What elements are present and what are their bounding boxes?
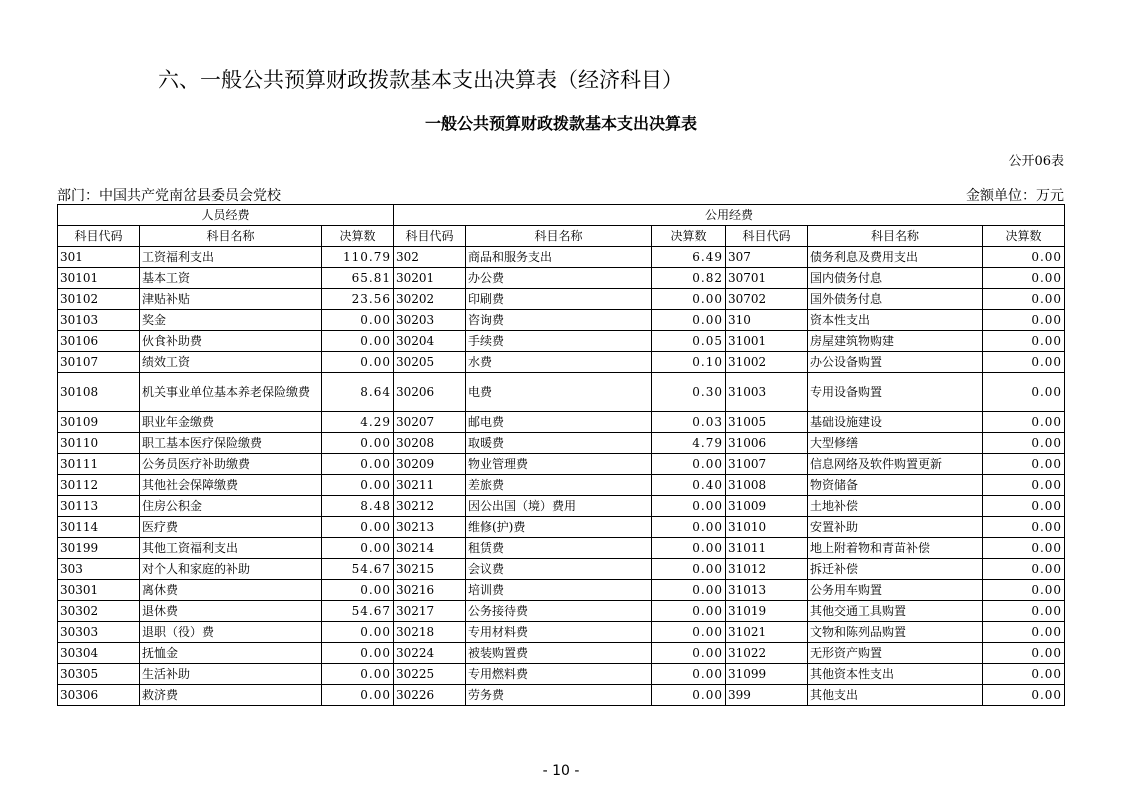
name-cell: 国内债务付息 — [808, 268, 983, 289]
amount-cell: 8.48 — [322, 496, 394, 517]
amount-cell: 0.00 — [652, 454, 726, 475]
col-code: 科目代码 — [726, 226, 808, 247]
name-cell: 奖金 — [140, 310, 322, 331]
amount-cell: 0.00 — [652, 496, 726, 517]
unit-label: 金额单位：万元 — [966, 188, 1064, 204]
name-cell: 退职（役）费 — [140, 622, 322, 643]
code-cell: 30110 — [58, 433, 140, 454]
code-cell: 30213 — [394, 517, 466, 538]
code-cell: 30304 — [58, 643, 140, 664]
name-cell: 被装购置费 — [466, 643, 652, 664]
name-cell: 专用材料费 — [466, 622, 652, 643]
name-cell: 基础设施建设 — [808, 412, 983, 433]
code-cell: 30302 — [58, 601, 140, 622]
table-row — [58, 601, 1065, 622]
code-cell: 31007 — [726, 454, 808, 475]
amount-cell: 0.00 — [983, 454, 1065, 475]
code-cell: 30224 — [394, 643, 466, 664]
amount-cell: 0.00 — [983, 310, 1065, 331]
amount-cell: 0.00 — [983, 559, 1065, 580]
code-cell: 30212 — [394, 496, 466, 517]
table-row — [58, 412, 1065, 433]
table-row — [58, 517, 1065, 538]
col-name: 科目名称 — [140, 226, 322, 247]
name-cell: 生活补助 — [140, 664, 322, 685]
code-cell: 30205 — [394, 352, 466, 373]
name-cell: 职业年金缴费 — [140, 412, 322, 433]
name-cell: 地上附着物和青苗补偿 — [808, 538, 983, 559]
code-cell: 30303 — [58, 622, 140, 643]
name-cell: 住房公积金 — [140, 496, 322, 517]
amount-cell: 0.00 — [983, 538, 1065, 559]
code-cell: 31003 — [726, 373, 808, 412]
amount-cell: 0.00 — [322, 580, 394, 601]
table-row — [58, 685, 1065, 706]
amount-cell: 0.00 — [322, 685, 394, 706]
name-cell: 因公出国（境）费用 — [466, 496, 652, 517]
amount-cell: 0.00 — [322, 352, 394, 373]
code-cell: 30305 — [58, 664, 140, 685]
amount-cell: 0.00 — [322, 454, 394, 475]
table-row — [58, 310, 1065, 331]
code-cell: 30215 — [394, 559, 466, 580]
col-amount: 决算数 — [652, 226, 726, 247]
code-cell: 30108 — [58, 373, 140, 412]
amount-cell: 54.67 — [322, 601, 394, 622]
code-cell: 30217 — [394, 601, 466, 622]
code-cell: 31019 — [726, 601, 808, 622]
amount-cell: 0.00 — [983, 496, 1065, 517]
code-cell: 30106 — [58, 331, 140, 352]
name-cell: 土地补偿 — [808, 496, 983, 517]
name-cell: 退休费 — [140, 601, 322, 622]
amount-cell: 0.00 — [983, 289, 1065, 310]
table-row — [58, 247, 1065, 268]
name-cell: 专用设备购置 — [808, 373, 983, 412]
amount-cell: 0.00 — [322, 664, 394, 685]
code-cell: 30208 — [394, 433, 466, 454]
name-cell: 救济费 — [140, 685, 322, 706]
code-cell: 30199 — [58, 538, 140, 559]
name-cell: 其他工资福利支出 — [140, 538, 322, 559]
amount-cell: 0.10 — [652, 352, 726, 373]
name-cell: 邮电费 — [466, 412, 652, 433]
name-cell: 差旅费 — [466, 475, 652, 496]
amount-cell: 0.00 — [983, 664, 1065, 685]
amount-cell: 0.40 — [652, 475, 726, 496]
name-cell: 手续费 — [466, 331, 652, 352]
name-cell: 公务接待费 — [466, 601, 652, 622]
amount-cell: 0.00 — [983, 475, 1065, 496]
code-cell: 30206 — [394, 373, 466, 412]
name-cell: 咨询费 — [466, 310, 652, 331]
code-cell: 30214 — [394, 538, 466, 559]
code-cell: 30216 — [394, 580, 466, 601]
col-name: 科目名称 — [466, 226, 652, 247]
amount-cell: 0.00 — [983, 580, 1065, 601]
name-cell: 拆迁补偿 — [808, 559, 983, 580]
name-cell: 国外债务付息 — [808, 289, 983, 310]
table-row — [58, 622, 1065, 643]
amount-cell: 0.00 — [983, 373, 1065, 412]
name-cell: 会议费 — [466, 559, 652, 580]
name-cell: 电费 — [466, 373, 652, 412]
amount-cell: 0.00 — [652, 622, 726, 643]
name-cell: 安置补助 — [808, 517, 983, 538]
code-cell: 30209 — [394, 454, 466, 475]
name-cell: 伙食补助费 — [140, 331, 322, 352]
code-cell: 30112 — [58, 475, 140, 496]
name-cell: 机关事业单位基本养老保险缴费 — [140, 373, 322, 412]
amount-cell: 0.00 — [322, 622, 394, 643]
amount-cell: 0.00 — [652, 685, 726, 706]
amount-cell: 6.49 — [652, 247, 726, 268]
amount-cell: 54.67 — [322, 559, 394, 580]
name-cell: 绩效工资 — [140, 352, 322, 373]
code-cell: 31008 — [726, 475, 808, 496]
name-cell: 津贴补贴 — [140, 289, 322, 310]
table-row — [58, 289, 1065, 310]
code-cell: 30218 — [394, 622, 466, 643]
code-cell: 399 — [726, 685, 808, 706]
amount-cell: 0.00 — [322, 517, 394, 538]
code-cell: 30103 — [58, 310, 140, 331]
column-header-row — [58, 226, 1065, 247]
code-cell: 30207 — [394, 412, 466, 433]
name-cell: 离休费 — [140, 580, 322, 601]
name-cell: 大型修缮 — [808, 433, 983, 454]
col-amount: 决算数 — [983, 226, 1065, 247]
table-row — [58, 496, 1065, 517]
amount-cell: 0.00 — [652, 643, 726, 664]
amount-cell: 0.00 — [983, 517, 1065, 538]
amount-cell: 0.00 — [983, 352, 1065, 373]
name-cell: 物业管理费 — [466, 454, 652, 475]
name-cell: 对个人和家庭的补助 — [140, 559, 322, 580]
amount-cell: 23.56 — [322, 289, 394, 310]
code-cell: 31011 — [726, 538, 808, 559]
code-cell: 30107 — [58, 352, 140, 373]
code-cell: 30114 — [58, 517, 140, 538]
amount-cell: 0.00 — [983, 412, 1065, 433]
col-code: 科目代码 — [58, 226, 140, 247]
amount-cell: 0.00 — [322, 475, 394, 496]
amount-cell: 0.03 — [652, 412, 726, 433]
name-cell: 无形资产购置 — [808, 643, 983, 664]
code-cell: 31012 — [726, 559, 808, 580]
col-amount: 决算数 — [322, 226, 394, 247]
amount-cell: 0.00 — [652, 601, 726, 622]
form-code: 公开06表 — [1008, 154, 1064, 169]
code-cell: 30301 — [58, 580, 140, 601]
code-cell: 30111 — [58, 454, 140, 475]
name-cell: 职工基本医疗保险缴费 — [140, 433, 322, 454]
amount-cell: 8.64 — [322, 373, 394, 412]
table-title: 一般公共预算财政拨款基本支出决算表 — [424, 114, 697, 133]
amount-cell: 0.82 — [652, 268, 726, 289]
code-cell: 31021 — [726, 622, 808, 643]
code-cell: 30201 — [394, 268, 466, 289]
page-heading: 六、一般公共预算财政拨款基本支出决算表（经济科目） — [158, 68, 683, 92]
amount-cell: 0.00 — [983, 601, 1065, 622]
name-cell: 其他交通工具购置 — [808, 601, 983, 622]
code-cell: 31002 — [726, 352, 808, 373]
table-row — [58, 664, 1065, 685]
name-cell: 劳务费 — [466, 685, 652, 706]
code-cell: 30109 — [58, 412, 140, 433]
table-row — [58, 352, 1065, 373]
code-cell: 30102 — [58, 289, 140, 310]
amount-cell: 0.00 — [983, 331, 1065, 352]
table-row — [58, 538, 1065, 559]
code-cell: 310 — [726, 310, 808, 331]
amount-cell: 0.00 — [983, 622, 1065, 643]
code-cell: 303 — [58, 559, 140, 580]
amount-cell: 0.00 — [983, 247, 1065, 268]
amount-cell: 0.00 — [652, 310, 726, 331]
name-cell: 债务利息及费用支出 — [808, 247, 983, 268]
code-cell: 31099 — [726, 664, 808, 685]
amount-cell: 0.05 — [652, 331, 726, 352]
name-cell: 物资储备 — [808, 475, 983, 496]
amount-cell: 0.00 — [983, 643, 1065, 664]
amount-cell: 0.00 — [322, 643, 394, 664]
amount-cell: 0.30 — [652, 373, 726, 412]
code-cell: 30113 — [58, 496, 140, 517]
code-cell: 31009 — [726, 496, 808, 517]
amount-cell: 0.00 — [322, 310, 394, 331]
table-row — [58, 475, 1065, 496]
name-cell: 其他资本性支出 — [808, 664, 983, 685]
table-row — [58, 268, 1065, 289]
amount-cell: 0.00 — [652, 538, 726, 559]
amount-cell: 0.00 — [652, 664, 726, 685]
name-cell: 公务用车购置 — [808, 580, 983, 601]
name-cell: 医疗费 — [140, 517, 322, 538]
amount-cell: 0.00 — [322, 331, 394, 352]
page-number: - 10 - — [542, 763, 580, 779]
code-cell: 302 — [394, 247, 466, 268]
code-cell: 30306 — [58, 685, 140, 706]
name-cell: 房屋建筑物购建 — [808, 331, 983, 352]
code-cell: 31010 — [726, 517, 808, 538]
table-row — [58, 559, 1065, 580]
name-cell: 专用燃料费 — [466, 664, 652, 685]
code-cell: 31005 — [726, 412, 808, 433]
group-public: 公用经费 — [394, 205, 1065, 226]
code-cell: 31001 — [726, 331, 808, 352]
code-cell: 30211 — [394, 475, 466, 496]
name-cell: 租赁费 — [466, 538, 652, 559]
code-cell: 301 — [58, 247, 140, 268]
name-cell: 办公设备购置 — [808, 352, 983, 373]
group-header-row — [58, 205, 1065, 226]
amount-cell: 0.00 — [652, 289, 726, 310]
amount-cell: 0.00 — [652, 517, 726, 538]
code-cell: 30225 — [394, 664, 466, 685]
amount-cell: 0.00 — [322, 538, 394, 559]
name-cell: 抚恤金 — [140, 643, 322, 664]
name-cell: 水费 — [466, 352, 652, 373]
amount-cell: 4.29 — [322, 412, 394, 433]
name-cell: 商品和服务支出 — [466, 247, 652, 268]
code-cell: 30202 — [394, 289, 466, 310]
amount-cell: 0.00 — [983, 268, 1065, 289]
table-row — [58, 454, 1065, 475]
name-cell: 公务员医疗补助缴费 — [140, 454, 322, 475]
amount-cell: 0.00 — [652, 580, 726, 601]
name-cell: 办公费 — [466, 268, 652, 289]
name-cell: 维修(护)费 — [466, 517, 652, 538]
name-cell: 培训费 — [466, 580, 652, 601]
table-row — [58, 373, 1065, 412]
group-personnel: 人员经费 — [58, 205, 394, 226]
code-cell: 31022 — [726, 643, 808, 664]
code-cell: 30101 — [58, 268, 140, 289]
department-label: 部门：中国共产党南岔县委员会党校 — [57, 188, 281, 204]
expenditure-table — [57, 204, 1065, 706]
amount-cell: 0.00 — [322, 433, 394, 454]
name-cell: 基本工资 — [140, 268, 322, 289]
name-cell: 印刷费 — [466, 289, 652, 310]
table-row — [58, 433, 1065, 454]
amount-cell: 0.00 — [652, 559, 726, 580]
name-cell: 取暖费 — [466, 433, 652, 454]
table-row — [58, 643, 1065, 664]
name-cell: 信息网络及软件购置更新 — [808, 454, 983, 475]
code-cell: 30702 — [726, 289, 808, 310]
code-cell: 30204 — [394, 331, 466, 352]
code-cell: 30701 — [726, 268, 808, 289]
col-name: 科目名称 — [808, 226, 983, 247]
name-cell: 文物和陈列品购置 — [808, 622, 983, 643]
name-cell: 工资福利支出 — [140, 247, 322, 268]
amount-cell: 0.00 — [983, 433, 1065, 454]
code-cell: 31013 — [726, 580, 808, 601]
amount-cell: 110.79 — [322, 247, 394, 268]
code-cell: 30203 — [394, 310, 466, 331]
code-cell: 30226 — [394, 685, 466, 706]
col-code: 科目代码 — [394, 226, 466, 247]
name-cell: 资本性支出 — [808, 310, 983, 331]
table-row — [58, 331, 1065, 352]
name-cell: 其他支出 — [808, 685, 983, 706]
code-cell: 307 — [726, 247, 808, 268]
amount-cell: 0.00 — [983, 685, 1065, 706]
name-cell: 其他社会保障缴费 — [140, 475, 322, 496]
code-cell: 31006 — [726, 433, 808, 454]
amount-cell: 4.79 — [652, 433, 726, 454]
amount-cell: 65.81 — [322, 268, 394, 289]
table-row — [58, 580, 1065, 601]
